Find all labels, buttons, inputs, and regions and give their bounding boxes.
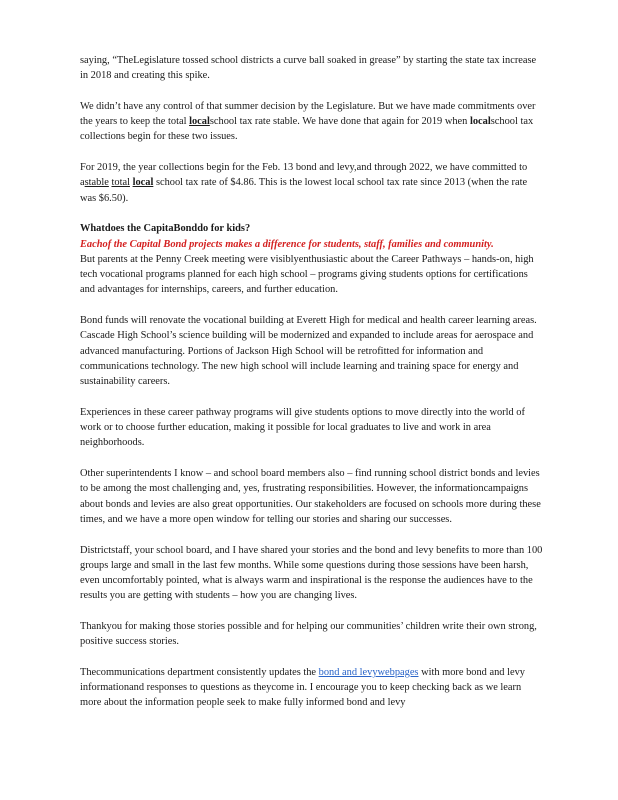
text-run: For 2019, the year collections begin for the Feb. 13 bond and levy,and through 2022, we have committed to a (80, 162, 528, 189)
paragraph-experiences: Experiences in these career pathway programs will give students options to move directly into the world of work or to choose further education, making it possible for local graduates to live and work in area neighborhoods. (80, 406, 525, 449)
text-run: with more bond and levy informationand responses to questions as theycome in. I encourage you to keep checking back as we learn more about the information people seek to make fully informed bond and levy (80, 666, 525, 709)
bond-levy-webpages-link[interactable]: bond and levywebpages (318, 666, 419, 678)
emphasis-local: local (189, 116, 210, 128)
text-run: We didn’t have any control of that summer decision by the Legislature. But we have made commitments over the years to keep the total (80, 100, 536, 128)
text-run: school tax rate of $4.86. This is the lowest local school tax rate since 2013 (when the rate was $6.50). (80, 177, 528, 204)
paragraph-district-staff: Districtstaff, your school board, and I have shared your stories and the bond and levy benefits to more than 100 groups large and small in the last few months. While some questions during those sessions have been harsh, even uncomfortably pointed, what is always warm and inspirational is the response the audiences have to the results you are getting with students – how you are changing lives. (80, 544, 543, 602)
text-run: school tax rate stable. We have done that again for 2019 when (209, 116, 470, 128)
text-run: school tax collections begin for these two issues. (80, 116, 534, 143)
text-run: Thecommunications department consistently updates the (80, 666, 319, 678)
emphasis-total: total (111, 177, 130, 189)
paragraph-career-pathways: But parents at the Penny Creek meeting were visiblyenthusiastic about the Career Pathways – hands-on, high tech vocational programs planned for each high school – programs giving students options for certifications and advantages for internships, careers, and further education. (80, 253, 534, 296)
emphasis-stable: stable (84, 177, 109, 189)
paragraph-tax-rate (80, 160, 545, 206)
document-body (80, 53, 545, 726)
section-heading: Whatdoes the CapitaBonddo for kids? (80, 223, 251, 235)
section-subheading: Eachof the Capital Bond projects makes a difference for students, staff, families and community. (80, 238, 494, 250)
emphasis-local: local (469, 116, 491, 128)
paragraph-bond-funds: Bond funds will renovate the vocational building at Everett High for medical and health career learning areas. Cascade High School’s science building will be modernized and expanded to include areas for aerospace and advanced manufacturing. Portions of Jackson High School will be retrofitted for information and communications technology. The new high school will include learning and training space for energy and sustainability careers. (80, 315, 537, 388)
paragraph-thank-you: Thankyou for making those stories possible and for helping our communities’ children write their own strong, positive success stories. (80, 620, 537, 648)
paragraph-communications (80, 665, 545, 711)
emphasis-local: local (132, 177, 154, 189)
paragraph-intro: saying, “TheLegislature tossed school districts a curve ball soaked in grease” by starting the state tax increase in 2018 and creating this spike. (80, 55, 537, 82)
paragraph-superintendents: Other superintendents I know – and school board members also – find running school district bonds and levies to be among the most challenging and, yes, frustrating responsibilities. However, the informationcampaigns about bonds and levies are also great opportunities. Our stakeholders are focused on schools more during these times, and we have a more open window for telling our stories and sharing our successes. (80, 468, 541, 525)
paragraph-legislature (80, 99, 545, 145)
